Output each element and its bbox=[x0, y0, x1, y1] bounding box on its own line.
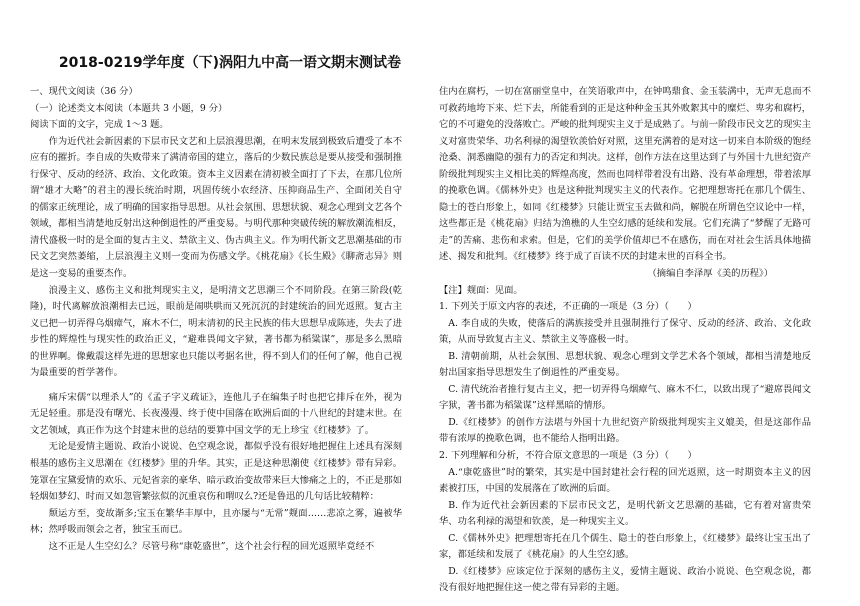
source-citation: （摘编自李泽厚《美的历程》） bbox=[647, 268, 773, 280]
paragraph: 浪漫主义、感伤主义和批判现实主义，是明清文艺思潮三个不同阶段。在第三阶段(乾隆)，时代离解放浪潮相去已远，眼前是闹哄哄而又死沉沉的封建统治的回光返照。复古主义已把一切弄得乌烟瘴气，麻木不仁，明末清初的民主民族的伟大思想早成陈迹，失去了进步性的辉煌性与现实性的政治正义，“避难畏闻文字狱，著书都为稻粱谋”，那是多么黑暗的世界啊。像戴震这样先进的思想家也只能以考据名世，得不到人们的任何了解，他自己视为最重要的哲学著作。 bbox=[30, 284, 402, 379]
option-1a: A. 李自成的失败，使落后的满族接受并且强制推行了保守、反动的经济、政治、文化政策，从而导致复古主义、禁欲主义等盛极一时。 bbox=[439, 317, 811, 346]
paragraph: 无论是爱情主题说、政治小说说、色空观念说，都似乎没有很好地把握住上述具有深刻根基的感伤主义思潮在《红楼梦》里的升华。其实，正是这种思潮使《红楼梦》带有异彩。笼罩在宝黛爱情的欢乐、元妃省亲的豪华、暗示政治变故带来巨大惨痛之上的，不正是那如轻烟如梦幻、时而又如忽管繁弦似的沉重哀伤和喟叹么?还是鲁迅的几句话比较精粹： bbox=[30, 441, 402, 503]
paragraph: 痛斥宋儒“以理杀人”的《孟子字义疏证》，连他儿子在编集子时也把它排斥在外，视为无足轻重。那是没有曙光、长夜漫漫、终于使中国落在欧洲后面的十八世纪的封建末世。在文艺领域，真正作为这个封建末世的总结的要算中国文学的无上珍宝《红楼梦》了。 bbox=[30, 391, 402, 436]
paragraph: 住内在腐朽，一切在富丽堂皇中，在笑语歌声中，在钟鸣鼎食、金玉装满中，无声无息而不可救药地垮下来、烂下去，所能看到的正是这种种金玉其外败絮其中的糜烂、卑劣和腐朽，它的不可避免的没落败亡。严峻的批判现实主义于是成熟了。与前一阶段市民文艺的现实主义对富贵荣华、功名利禄的渴望钦羡恰好对照，这里充满着的是对这一切来自本阶级的饱经沧桑、洞悉幽隐的强有力的否定和判决。这样，创作方法在这里达到了与外国十九世纪资产阶级批判现实主义相比美的辉煌高度，然而也同样带着没有出路、没有革命理想，带着浓厚的挽歌色调。《儒林外史》也是这种批判现实主义的代表作。它把理想寄托在那几个儒生、隐士的苍白形象上，如同《红楼梦》只能让贾宝玉去做和尚，解脱在所谓色空议论中一样，这些都正是《桃花扇》归结为渔樵的人生空幻感的延续和发展。它们充满了“梦醒了无路可走”的苦痛、悲伤和求索。但是，它们的美学价值却已不在感伤，而在对社会生活具体地描述、揭发和批判。《红楼梦》终于成了百读不厌的封建末世的百科全书。 bbox=[439, 86, 811, 263]
right-column bbox=[439, 84, 811, 597]
option-1d: D.《红楼梦》的创作方法堪与外国十九世纪资产阶级批判现实主义媲美，但是这部作品带有浓厚的挽歌色调，也不能给人指明出路。 bbox=[439, 416, 811, 445]
paragraph: 作为近代社会新因素的下层市民文艺和上层浪漫思潮，在明末发展到极致后遭受了本不应有的摧折。李自成的失败带来了满清帝国的建立，落后的少数民族总是要从接受和强制推行保守、反动的经济、政治、文化政策。资本主义因素在清初被全面打了下去，在那几位所谓“雄才大略”的君主的漫长统治时期，巩固传统小农经济、压抑商品生产、全面闭关自守的儒家正统理论，成了明确的国家指导思想。从社会氛围、思想状貌、观念心理到文艺各个领域，都相当清楚地反射出这种倒退性的严重变易。与明代那种突破传统的解放潮流相反，清代盛极一时的是全面的复古主义、禁欲主义、伪古典主义。作为明代新文艺思潮基础的市民文艺突然萎缩，上层浪漫主义则一变而为伤感文学。《桃花扇》《长生殿》《聊斋志异》则是这一变易的重要杰作。 bbox=[30, 135, 402, 280]
option-2a: A.“康乾盛世”时的繁荣，其实是中国封建社会行程的回光返照，这一时期资本主义的因素被打压，中国的发展落在了欧洲的后面。 bbox=[439, 466, 811, 495]
section-heading: 一、现代文阅读（36 分） bbox=[30, 86, 138, 97]
option-2b: B. 作为近代社会新因素的下层市民文艺，是明代新文艺思潮的基础，它有着对富贵荣华、功名利禄的渴望和钦羡，是一种现实主义。 bbox=[439, 499, 811, 528]
instruction: 阅读下面的文字，完成 1～3 题。 bbox=[30, 119, 169, 131]
annotation-note: 【注】觌面：见面。 bbox=[439, 284, 523, 296]
option-1b: B. 清朝前期，从社会氛围、思想状貌、观念心理到文学艺术各个领域，都相当清楚地反射出国家指导思想发生了倒退性的严重变易。 bbox=[439, 350, 811, 379]
exam-title: 2018-0219学年度（下)涡阳九中高一语文期末测试卷 bbox=[58, 55, 402, 71]
left-column bbox=[30, 84, 402, 555]
quotation: 颓运方至，变故渐多;宝玉在繁华丰厚中，且亦屡与“无常”觌面……悲凉之雾，遍被华林；然呼吸而领会之者，独宝玉而已。 bbox=[30, 507, 402, 536]
paragraph: 这不正是人生空幻么？尽管号称“康乾盛世”，这个社会行程的回光返照毕竟经不 bbox=[48, 540, 375, 552]
subsection-heading: （一）论述类文本阅读（本题共 3 小题，9 分） bbox=[30, 102, 228, 114]
option-2c: C.《儒林外史》把理想寄托在几个儒生、隐士的苍白形象上，《红楼梦》最终让宝玉出了家，都延续和发展了《桃花扇》的人生空幻感。 bbox=[439, 532, 811, 561]
question-1: 1. 下列关于原文内容的表述，不正确的一项是（3 分）（ ） bbox=[439, 301, 697, 313]
option-1c: C. 清代统治者推行复古主义，把一切弄得乌烟瘴气、麻木不仁，以致出现了“避席畏闻文字狱，著书都为稻粱谋”这样黑暗的情形。 bbox=[439, 383, 811, 412]
question-2: 2. 下列理解和分析，不符合原文意思的一项是（3 分）（ ） bbox=[439, 450, 697, 462]
option-2d: D.《红楼梦》应该定位于深刻的感伤主义，爱情主题说、政治小说说、色空观念说，都没有很好地把握住这一使之带有异彩的主题。 bbox=[439, 565, 811, 594]
